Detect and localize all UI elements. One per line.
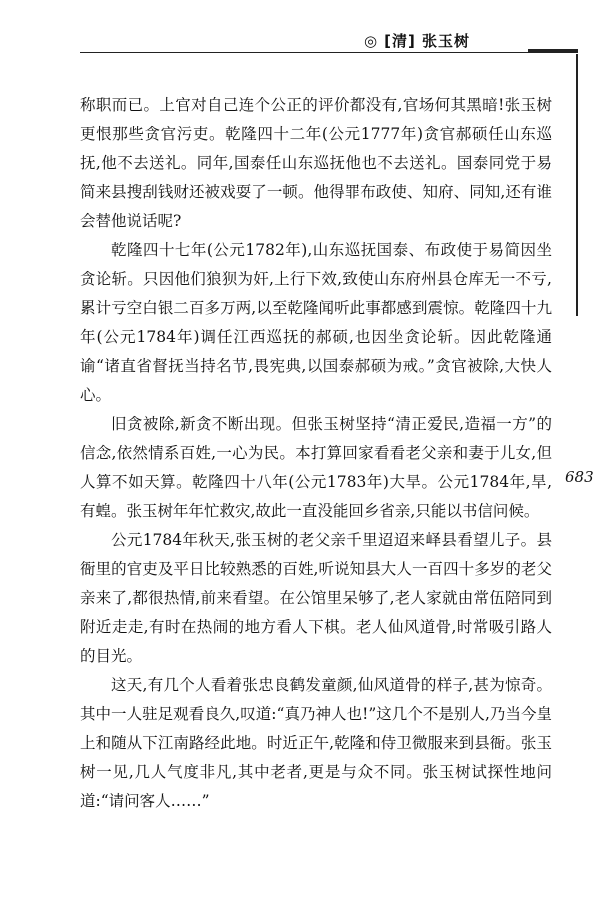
- margin-rule: [576, 54, 578, 316]
- page-number: 683: [565, 468, 594, 486]
- header-rule: [80, 52, 564, 53]
- paragraph-1: 称职而已。上官对自己连个公正的评价都没有,官场何其黑暗!张玉树更恨那些贪官污吏。乾隆四十二年(公元1777年)贪官郝硕任山东巡抚,他不去送礼。同年,国泰任山东巡抚他也不去送礼。国泰同党于易简来县搜刮钱财还被戏耍了一顿。他得罪布政使、知府、同知,还有谁会替他说话呢?: [80, 96, 552, 230]
- header-rule-accent: [528, 49, 578, 53]
- chapter-title: [清] 张玉树: [384, 32, 471, 50]
- paragraph-2: 乾隆四十七年(公元1782年),山东巡抚国泰、布政使于易简因坐贪论斩。只因他们狼狈为奸,上行下效,致使山东府州县仓库无一不亏,累计亏空白银二百多万两,以至乾隆闻听此事都感到震惊。乾隆四十九年(公元1784年)调任江西巡抚的郝硕,也因坐贪论斩。因此乾隆通谕“诸直省督抚当持名节,畏宪典,以国泰郝硕为戒。”贪官被除,大快人心。: [80, 241, 552, 404]
- paragraph-4: 公元1784年秋天,张玉树的老父亲千里迢迢来峄县看望儿子。县衙里的官吏及平日比较熟悉的百姓,听说知县大人一百四十多岁的老父亲来了,都很热情,前来看望。在公馆里呆够了,老人家就由常伍陪同到附近走走,有时在热闹的地方看人下棋。老人仙风道骨,时常吸引路人的目光。: [80, 531, 552, 665]
- body-text: [80, 91, 552, 816]
- circle-mark-icon: ◎: [364, 32, 379, 50]
- paragraph-5: 这天,有几个人看着张忠良鹤发童颜,仙风道骨的样子,甚为惊奇。其中一人驻足观看良久,叹道:“真乃神人也!”这几个不是别人,乃当今皇上和随从下江南路经此地。时近正午,乾隆和侍卫微服来到县衙。张玉树一见,几人气度非凡,其中老者,更是与众不同。张玉树试探性地问道:“请问客人……”: [80, 676, 552, 810]
- paragraph-3: 旧贪被除,新贪不断出现。但张玉树坚持“清正爱民,造福一方”的信念,依然情系百姓,一心为民。本打算回家看看老父亲和妻于儿女,但人算不如天算。乾隆四十八年(公元1783年)大旱。公元1784年,旱,有蝗。张玉树年年忙救灾,故此一直没能回乡省亲,只能以书信问候。: [80, 415, 552, 520]
- running-header: [364, 30, 470, 51]
